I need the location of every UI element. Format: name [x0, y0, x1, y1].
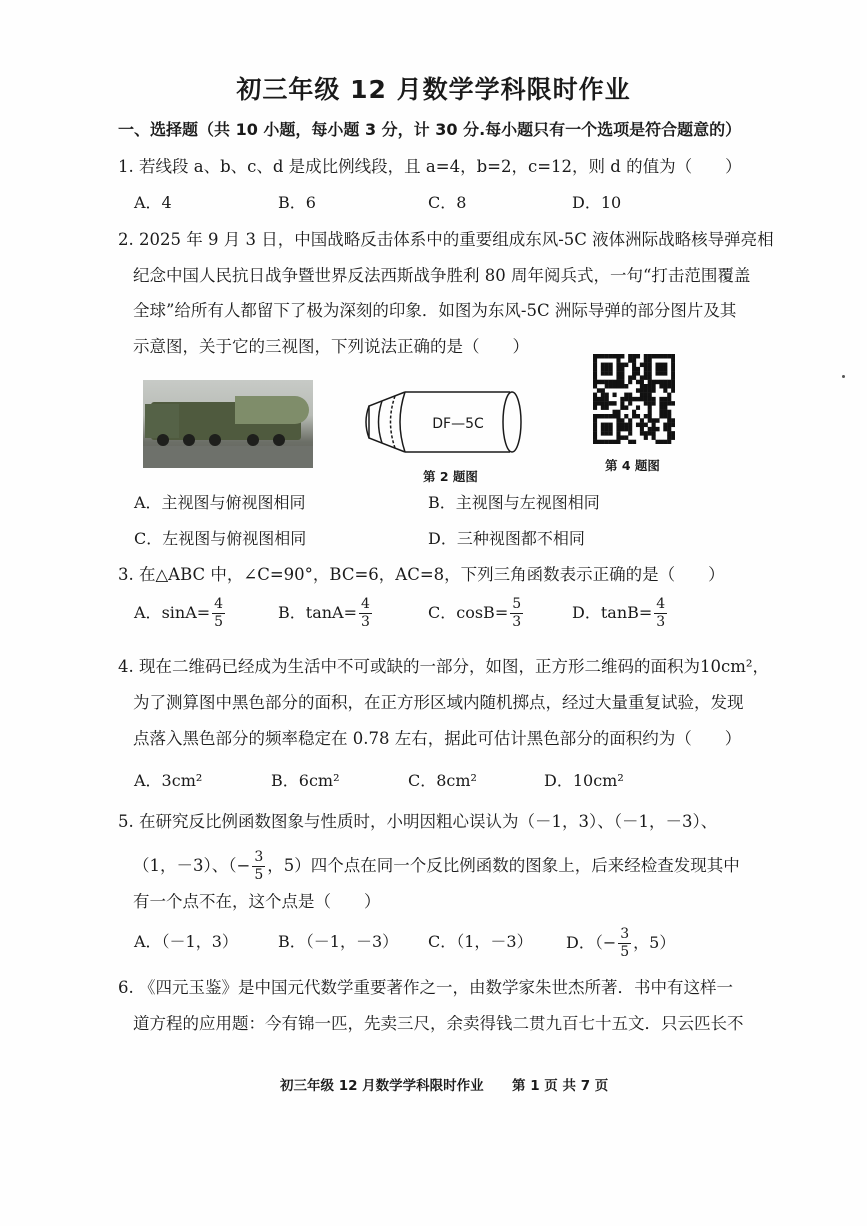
question-2-line-3: 全球”给所有人都留下了极为深刻的印象．如图为东风-5C 洲际导弹的部分图片及其 [133, 301, 737, 320]
footer-title: 初三年级 12 月数学学科限时作业 [280, 1078, 484, 1094]
q4-option-d: D．10cm² [544, 771, 624, 790]
question-2-line-4: 示意图，关于它的三视图，下列说法正确的是（ ） [133, 337, 529, 356]
q1-option-c: C．8 [428, 193, 467, 212]
question-5-line-3: 有一个点不在，这个点是（ ） [133, 892, 381, 911]
question-3-stem: 3. 在△ABC 中，∠C=90°，BC=6，AC=8，下列三角函数表示正确的是（ ） [118, 565, 725, 584]
q5-option-b: B．（－1，－3） [278, 932, 399, 951]
missile-diagram-label: DF—5C [432, 416, 484, 432]
question-2-line-1: 2. 2025 年 9 月 3 日，中国战略反击体系中的重要组成东风-5C 液体洲际战略核导弹亮相 [118, 230, 774, 249]
figure-2-caption: 第 2 题图 [423, 469, 478, 484]
question-4-line-3: 点落入黑色部分的频率稳定在 0.78 左右，据此可估计黑色部分的面积约为（ ） [133, 729, 742, 748]
q5-option-d: D．（− $\frac{3}{5}$ ，5） [566, 926, 676, 960]
q1-option-d: D．10 [572, 193, 622, 212]
q2-option-c: C．左视图与俯视图相同 [134, 529, 307, 548]
missile-diagram [355, 388, 530, 460]
question-2-line-2: 纪念中国人民抗日战争暨世界反法西斯战争胜利 80 周年阅兵式，一句“打击范围覆盖 [133, 266, 751, 285]
q5-option-c: C．（1，－3） [428, 932, 533, 951]
q2-option-a: A．主视图与俯视图相同 [134, 493, 306, 512]
qr-code-image [593, 354, 675, 444]
missile-truck-photo [143, 380, 313, 468]
question-4-line-1: 4. 现在二维码已经成为生活中不可或缺的一部分，如图，正方形二维码的面积为10cm²， [118, 657, 769, 676]
question-6-line-1: 6. 《四元玉鉴》是中国元代数学重要著作之一，由数学家朱世杰所著．书中有这样一 [118, 978, 733, 997]
footer-page-number: 第 1 页 共 7 页 [512, 1078, 609, 1094]
q1-option-a: A．4 [134, 193, 172, 212]
q5-option-a: A．（－1，3） [134, 932, 238, 951]
q1-option-b: B．6 [278, 193, 316, 212]
q2-option-b: B．主视图与左视图相同 [428, 493, 600, 512]
figure-4-caption: 第 4 题图 [605, 458, 660, 473]
q4-option-a: A．3cm² [134, 771, 203, 790]
q3-option-c: C．cosB= $\frac{5}{3}$ [428, 596, 522, 630]
q3-option-d: D．tanB= $\frac{4}{3}$ [572, 596, 666, 630]
question-1-stem: 1. 若线段 a、b、c、d 是成比例线段，且 a=4，b=2，c=12，则 d 的值为（ ） [118, 157, 742, 176]
q3-option-a: A．sinA= $\frac{4}{5}$ [134, 596, 224, 630]
q2-option-d: D．三种视图都不相同 [428, 529, 585, 548]
q4-option-b: B．6cm² [271, 771, 340, 790]
q4-option-c: C．8cm² [408, 771, 477, 790]
question-5-line-2: （1，－3）、（− $\frac{3}{5}$ ，5）四个点在同一个反比例函数的图象上，后来经检查发现其中 [133, 849, 740, 883]
question-5-line-1: 5. 在研究反比例函数图象与性质时，小明因粗心误认为（－1，3）、（－1，－3）、 [118, 812, 718, 831]
question-4-line-2: 为了测算图中黑色部分的面积，在正方形区域内随机掷点，经过大量重复试验，发现 [133, 693, 744, 712]
question-6-line-2: 道方程的应用题：今有锦一匹，先卖三尺，余卖得钱二贯九百七十五文．只云匹长不 [133, 1014, 744, 1033]
q3-option-b: B．tanA= $\frac{4}{3}$ [278, 596, 370, 630]
section-heading: 一、选择题（共 10 小题，每小题 3 分，计 30 分.每小题只有一个选项是符合题意的） [118, 120, 742, 139]
page-title: 初三年级 12 月数学学科限时作业 [236, 75, 631, 104]
